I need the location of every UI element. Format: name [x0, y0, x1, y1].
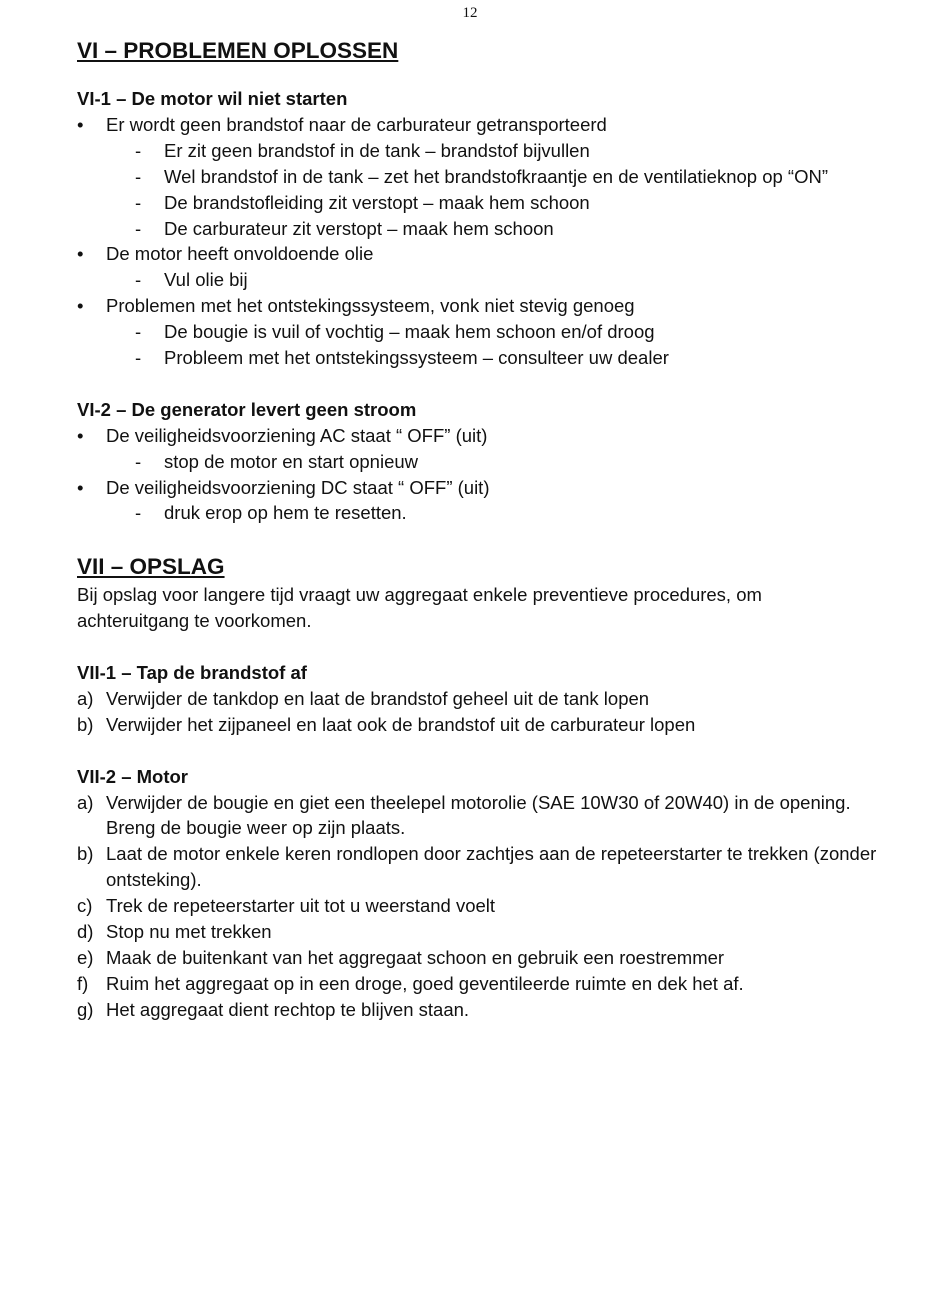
dash: -	[135, 502, 142, 524]
sub-list-item-text: Vul olie bij	[164, 269, 248, 291]
list-item	[77, 112, 877, 138]
sub-list-item	[77, 345, 877, 371]
sub-list-item-text: Er zit geen brandstof in de tank – brandstof bijvullen	[164, 139, 590, 161]
item-letter: a)	[77, 687, 94, 709]
sub-list-item	[77, 267, 877, 293]
lettered-item	[77, 841, 877, 893]
item-letter: f)	[77, 972, 89, 994]
list-item-text: De veiligheidsvoorziening DC staat “ OFF” (uit)	[106, 476, 490, 498]
section-vii-2-title: VII-2 – Motor	[77, 765, 189, 787]
sub-list-item-text: Probleem met het ontstekingssysteem – consulteer uw dealer	[164, 347, 669, 369]
list-item-text: Problemen met het ontstekingssysteem, vonk niet stevig genoeg	[106, 295, 635, 317]
list-item	[77, 293, 877, 319]
item-text: Trek de repeteerstarter uit tot u weerstand voelt	[106, 895, 496, 917]
section-vi-2-title: VI-2 – De generator levert geen stroom	[77, 398, 417, 420]
lettered-item	[77, 893, 877, 919]
sub-list-item-text: stop de motor en start opnieuw	[164, 450, 419, 472]
lettered-item	[77, 712, 877, 738]
lettered-item	[77, 790, 877, 842]
list-item-text: De veiligheidsvoorziening AC staat “ OFF” (uit)	[106, 424, 488, 446]
sub-list-item	[77, 500, 877, 526]
bullet: •	[77, 113, 84, 135]
dash: -	[135, 347, 142, 369]
lettered-item	[77, 919, 877, 945]
list-item	[77, 241, 877, 267]
item-text: Verwijder de tankdop en laat de brandstof geheel uit de tank lopen	[106, 687, 650, 709]
section-vii-intro: Bij opslag voor langere tijd vraagt uw aggregaat enkele preventieve procedures, om achteruitgang te voorkomen.	[77, 584, 762, 632]
sub-list-item-text: De bougie is vuil of vochtig – maak hem schoon en/of droog	[164, 321, 655, 343]
bullet: •	[77, 424, 84, 446]
sub-list-item-text: De brandstofleiding zit verstopt – maak hem schoon	[164, 191, 590, 213]
dash: -	[135, 191, 142, 213]
sub-list-item	[77, 138, 877, 164]
page-number: 12	[462, 5, 478, 21]
item-letter: b)	[77, 713, 94, 735]
item-text: Verwijder de bougie en giet een theelepel motorolie (SAE 10W30 of 20W40) in de opening. Breng de bougie weer op zijn plaats.	[106, 791, 851, 839]
item-text: Laat de motor enkele keren rondlopen door zachtjes aan de repeteerstarter te trekken (zonder ontsteking).	[106, 843, 877, 891]
item-letter: b)	[77, 843, 94, 865]
item-text: Maak de buitenkant van het aggregaat schoon en gebruik een roestremmer	[106, 946, 725, 968]
item-letter: e)	[77, 946, 94, 968]
sub-list-item-text: De carburateur zit verstopt – maak hem schoon	[164, 217, 554, 239]
item-letter: c)	[77, 895, 93, 917]
list-item	[77, 423, 877, 449]
dash: -	[135, 217, 142, 239]
list-item-text: De motor heeft onvoldoende olie	[106, 243, 374, 265]
item-text: Ruim het aggregaat op in een droge, goed geventileerde ruimte en dek het af.	[106, 972, 744, 994]
item-text: Stop nu met trekken	[106, 921, 272, 943]
sub-list-item-text: druk erop op hem te resetten.	[164, 502, 407, 524]
sub-list-item	[77, 449, 877, 475]
section-vi-1-title: VI-1 – De motor wil niet starten	[77, 88, 348, 109]
item-letter: d)	[77, 921, 94, 943]
sub-list-item	[77, 190, 877, 216]
dash: -	[135, 165, 142, 187]
bullet: •	[77, 476, 84, 498]
section-vii-1-title: VII-1 – Tap de brandstof af	[77, 661, 307, 683]
section-vi-title: VI – PROBLEMEN OPLOSSEN	[77, 38, 399, 63]
sub-list-item	[77, 216, 877, 242]
sub-list-item	[77, 164, 877, 190]
sub-list-item	[77, 319, 877, 345]
bullet: •	[77, 243, 84, 265]
sub-list-item-text: Wel brandstof in de tank – zet het brandstofkraantje en de ventilatieknop op “ON”	[164, 165, 828, 187]
lettered-item	[77, 971, 877, 997]
lettered-item	[77, 945, 877, 971]
item-letter: g)	[77, 998, 94, 1020]
bullet: •	[77, 295, 84, 317]
dash: -	[135, 450, 142, 472]
dash: -	[135, 321, 142, 343]
list-item-text: Er wordt geen brandstof naar de carburateur getransporteerd	[106, 113, 607, 135]
dash: -	[135, 269, 142, 291]
item-letter: a)	[77, 791, 94, 813]
lettered-item	[77, 997, 877, 1023]
lettered-item	[77, 686, 877, 712]
document-body	[77, 36, 877, 1023]
list-item	[77, 475, 877, 501]
item-text: Verwijder het zijpaneel en laat ook de brandstof uit de carburateur lopen	[106, 713, 696, 735]
section-vii-title: VII – OPSLAG	[77, 554, 225, 580]
dash: -	[135, 139, 142, 161]
item-text: Het aggregaat dient rechtop te blijven staan.	[106, 998, 470, 1020]
